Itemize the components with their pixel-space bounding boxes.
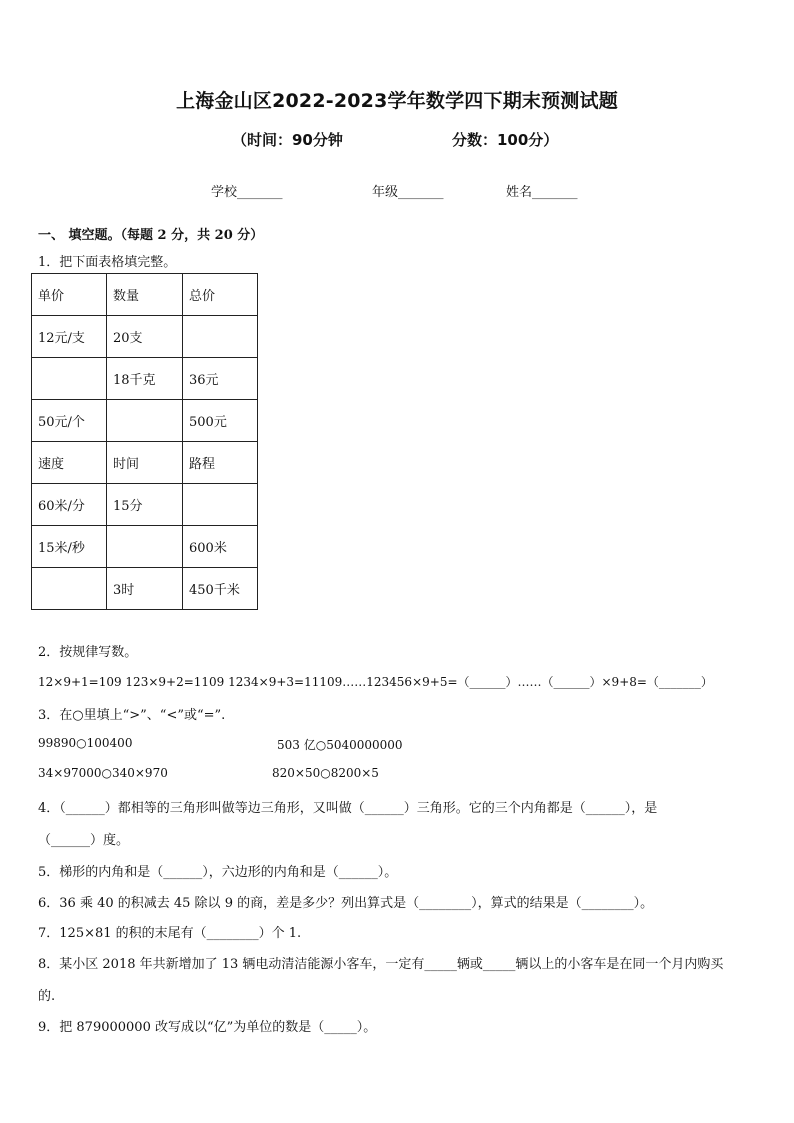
table-row (32, 442, 258, 484)
table-cell: 15分 (107, 484, 183, 526)
name-field: 姓名_______ (506, 185, 578, 200)
question-4-line2: （______）度。 (38, 833, 130, 848)
table-cell (183, 316, 258, 358)
table-row (32, 526, 258, 568)
question-7: 7．125×81 的积的末尾有（________）个 1. (38, 926, 302, 941)
table-cell: 500元 (183, 400, 258, 442)
grade-field: 年级_______ (372, 185, 444, 200)
table-cell (32, 358, 107, 400)
table-cell: 数量 (107, 274, 183, 316)
exam-score: 分数：100分） (452, 131, 559, 149)
table-cell (32, 568, 107, 610)
table-row (32, 400, 258, 442)
table-row (32, 568, 258, 610)
table-cell: 20支 (107, 316, 183, 358)
question-3-a: 99890○100400 (38, 736, 133, 750)
table-row (32, 484, 258, 526)
table-cell (107, 400, 183, 442)
question-8-line2: 的. (38, 989, 56, 1004)
question-4-line1: 4．（______）都相等的三角形叫做等边三角形，又叫做（______）三角形。它的三个内角都是（______），是 (38, 801, 658, 816)
question-3-d: 820×50○8200×5 (272, 766, 379, 780)
page-title: 上海金山区2022-2023学年数学四下期末预测试题 (176, 90, 618, 112)
question-6: 6．36 乘 40 的积减去 45 除以 9 的商，差是多少？列出算式是（________），算式的结果是（________）。 (38, 896, 654, 911)
table-row (32, 358, 258, 400)
price-table (31, 273, 258, 610)
table-cell: 单价 (32, 274, 107, 316)
table-cell: 36元 (183, 358, 258, 400)
question-2: 2．按规律写数。 (38, 645, 138, 660)
table-cell (107, 526, 183, 568)
question-9: 9．把 879000000 改写成以“亿”为单位的数是（_____）。 (38, 1020, 377, 1035)
exam-time: （时间：90分钟 (232, 131, 343, 149)
table-cell: 速度 (32, 442, 107, 484)
table-cell: 时间 (107, 442, 183, 484)
question-2-pattern: 12×9+1=109 123×9+2=1109 1234×9+3=11109……123456×9+5=（______）……（______）×9+8=（_______） (38, 675, 713, 689)
school-field: 学校_______ (211, 185, 283, 200)
table-cell: 3时 (107, 568, 183, 610)
table-cell: 12元/支 (32, 316, 107, 358)
section-heading: 一、 填空题。（每题 2 分，共 20 分） (38, 228, 264, 243)
question-3-b: 503 亿○5040000000 (277, 738, 403, 752)
question-1: 1．把下面表格填完整。 (38, 255, 177, 270)
question-3-c: 34×97000○340×970 (38, 766, 168, 780)
table-row (32, 274, 258, 316)
table-cell: 600米 (183, 526, 258, 568)
table-cell: 60米/分 (32, 484, 107, 526)
question-8-line1: 8．某小区 2018 年共新增加了 13 辆电动清洁能源小客车，一定有_____辆或_____辆以上的小客车是在同一个月内购买 (38, 957, 724, 972)
table-cell: 15米/秒 (32, 526, 107, 568)
table-cell: 路程 (183, 442, 258, 484)
question-3: 3．在○里填上“>”、“<”或“=”. (38, 708, 226, 723)
question-5: 5．梯形的内角和是（______），六边形的内角和是（______）。 (38, 865, 398, 880)
table-cell (183, 484, 258, 526)
table-row (32, 316, 258, 358)
table-cell: 450千米 (183, 568, 258, 610)
table-cell: 50元/个 (32, 400, 107, 442)
table-cell: 总价 (183, 274, 258, 316)
table-cell: 18千克 (107, 358, 183, 400)
